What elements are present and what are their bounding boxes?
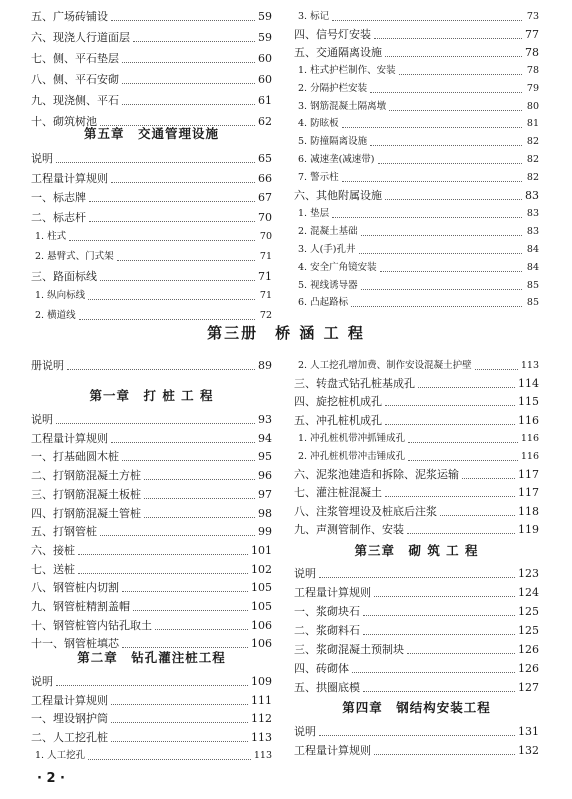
leader-dots (370, 83, 522, 93)
toc-entry-page: 82 (526, 172, 539, 183)
leader-dots (78, 545, 248, 555)
toc-entry (31, 94, 272, 108)
toc-entry (294, 505, 539, 519)
leader-dots (342, 172, 522, 182)
toc-entry-title: 三、打钢筋混凝土板桩 (31, 488, 141, 501)
leader-dots (380, 262, 522, 272)
toc-entry-page: 95 (258, 450, 272, 463)
toc-entry (31, 600, 272, 614)
toc-entry-title: 六、其他附属设施 (294, 189, 382, 202)
leader-dots (88, 750, 251, 760)
toc-entry (31, 694, 272, 708)
toc-entry-page: 105 (251, 600, 272, 613)
toc-entry-page: 131 (518, 725, 539, 738)
toc-entry-page: 61 (258, 94, 272, 107)
chapter4-title: 第四章 钢结构安装工程 (342, 700, 491, 715)
toc-entry (31, 152, 272, 166)
toc-entry-page: 67 (258, 191, 272, 204)
leader-dots (319, 568, 515, 578)
toc-entry-title: 十一、钢管桩填芯 (31, 637, 119, 650)
toc-entry-page: 132 (518, 744, 539, 757)
toc-entry (31, 581, 272, 595)
toc-entry-page: 93 (258, 413, 272, 426)
toc-entry-page: 113 (253, 750, 272, 761)
toc-entry-page: 71 (258, 270, 272, 283)
toc-entry (294, 744, 539, 758)
toc-entry-page: 83 (525, 189, 539, 202)
toc-entry (31, 250, 272, 264)
toc-entry-title: 工程量计算规则 (294, 586, 371, 599)
toc-entry (294, 207, 539, 221)
toc-entry (31, 413, 272, 427)
toc-entry-title: 四、砖砌体 (294, 662, 349, 675)
toc-entry-page: 116 (518, 414, 539, 427)
toc-entry-page: 65 (258, 152, 272, 165)
toc-entry (31, 749, 272, 763)
toc-entry (294, 662, 539, 676)
leader-dots (332, 208, 522, 218)
leader-dots (133, 601, 248, 611)
toc-entry-title: 四、旋挖桩机成孔 (294, 395, 382, 408)
leader-dots (79, 310, 255, 320)
leader-dots (374, 587, 515, 597)
leader-dots (69, 231, 255, 241)
leader-dots (89, 192, 255, 202)
leader-dots (111, 732, 248, 742)
leader-dots (122, 638, 248, 648)
chapter5-title: 第五章 交通管理设施 (83, 126, 219, 141)
toc-entry (31, 309, 272, 323)
leader-dots (117, 251, 255, 261)
toc-entry-page: 106 (251, 619, 272, 632)
toc-entry-title: 6. 减速垄(减速带) (298, 154, 375, 165)
toc-entry-page: 126 (518, 662, 539, 675)
leader-dots (56, 153, 255, 163)
toc-entry-title: 2. 混凝土基础 (298, 226, 358, 237)
toc-entry-title: 2. 冲孔桩机带冲击锤成孔 (298, 451, 406, 462)
toc-entry-page: 77 (525, 28, 539, 41)
leader-dots (407, 644, 515, 654)
toc-entry-title: 工程量计算规则 (31, 432, 108, 445)
toc-entry-title: 八、侧、平石安砌 (31, 73, 119, 86)
toc-entry (294, 643, 539, 657)
toc-entry-page: 125 (518, 624, 539, 637)
toc-entry-page: 79 (526, 83, 539, 94)
chapter1-title: 第一章 打 桩 工 程 (89, 388, 214, 403)
toc-entry (294, 624, 539, 638)
leader-dots (144, 470, 255, 480)
leader-dots (144, 508, 255, 518)
toc-entry-page: 84 (526, 262, 539, 273)
leader-dots (352, 663, 515, 673)
toc-entry-title: 八、钢管桩内切割 (31, 581, 119, 594)
leader-dots (144, 489, 255, 499)
toc-entry-page: 71 (259, 290, 272, 301)
toc-entry-title: 六、泥浆池建造和拆除、泥浆运输 (294, 468, 459, 481)
leader-dots (418, 378, 515, 388)
toc-entry-page: 98 (258, 507, 272, 520)
toc-entry-title: 2. 悬臂式、门式架 (35, 251, 114, 262)
toc-entry (294, 450, 539, 464)
toc-entry-page: 94 (258, 432, 272, 445)
toc-entry-title: 1. 垫层 (298, 208, 330, 219)
leader-dots (56, 676, 248, 686)
leader-dots (475, 360, 518, 370)
leader-dots (359, 244, 523, 254)
toc-entry-title: 册说明 (31, 359, 64, 372)
toc-entry (294, 414, 539, 428)
toc-entry-title: 五、交通隔离设施 (294, 46, 382, 59)
leader-dots (89, 212, 255, 222)
toc-entry-page: 106 (251, 637, 272, 650)
toc-entry-title: 说明 (31, 413, 53, 426)
toc-entry-page: 59 (258, 10, 272, 23)
toc-entry-title: 四、打钢筋混凝土管桩 (31, 507, 141, 520)
toc-entry-title: 七、侧、平石垫层 (31, 52, 119, 65)
leader-dots (363, 625, 515, 635)
toc-entry-page: 115 (518, 395, 539, 408)
toc-entry (294, 64, 539, 78)
leader-dots (385, 415, 515, 425)
toc-entry-title: 1. 人工挖孔 (35, 750, 86, 761)
toc-entry (294, 225, 539, 239)
toc-entry-title: 6. 凸起路标 (298, 297, 349, 308)
toc-entry (294, 432, 539, 446)
toc-entry-page: 96 (258, 469, 272, 482)
leader-dots (133, 32, 255, 42)
leader-dots (408, 451, 518, 461)
leader-dots (408, 433, 518, 443)
toc-entry-title: 五、拱圈底模 (294, 681, 360, 694)
leader-dots (111, 433, 255, 443)
toc-entry-page: 84 (526, 244, 539, 255)
toc-entry-page: 60 (258, 73, 272, 86)
toc-entry (31, 270, 272, 284)
toc-entry-page: 125 (518, 605, 539, 618)
toc-entry-page: 123 (518, 567, 539, 580)
page-number: · 2 · (37, 771, 65, 786)
toc-entry (31, 359, 272, 373)
leader-dots (378, 154, 523, 164)
toc-entry-title: 说明 (294, 725, 316, 738)
toc-entry-page: 109 (251, 675, 272, 688)
toc-entry (294, 10, 539, 24)
toc-entry (294, 586, 539, 600)
toc-entry (31, 52, 272, 66)
toc-entry (31, 191, 272, 205)
toc-entry-page: 97 (258, 488, 272, 501)
leader-dots (342, 118, 522, 128)
toc-entry (294, 377, 539, 391)
toc-entry-page: 83 (526, 226, 539, 237)
toc-entry (294, 135, 539, 149)
leader-dots (100, 271, 255, 281)
toc-entry (31, 619, 272, 633)
toc-entry-title: 说明 (294, 567, 316, 580)
toc-entry-page: 116 (520, 451, 539, 462)
leader-dots (407, 524, 515, 534)
leader-dots (111, 713, 248, 723)
toc-entry (294, 189, 539, 203)
toc-entry (294, 567, 539, 581)
toc-entry-title: 六、现浇人行道面层 (31, 31, 130, 44)
toc-entry-title: 三、转盘式钻孔桩基成孔 (294, 377, 415, 390)
toc-entry (31, 289, 272, 303)
toc-entry (294, 468, 539, 482)
toc-entry (294, 46, 539, 60)
leader-dots (122, 95, 255, 105)
toc-entry-title: 4. 安全广角镜安装 (298, 262, 377, 273)
chapter3-title: 第三章 砌 筑 工 程 (354, 543, 479, 558)
toc-entry-page: 102 (251, 563, 272, 576)
toc-entry-title: 7. 警示柱 (298, 172, 339, 183)
toc-entry (294, 100, 539, 114)
toc-entry-page: 116 (520, 433, 539, 444)
leader-dots (389, 101, 522, 111)
leader-dots (363, 682, 515, 692)
toc-entry-title: 六、接桩 (31, 544, 75, 557)
toc-entry-title: 3. 标记 (298, 11, 330, 22)
toc-entry-page: 105 (251, 581, 272, 594)
toc-entry-title: 二、打钢筋混凝土方桩 (31, 469, 141, 482)
toc-entry (31, 211, 272, 225)
leader-dots (122, 74, 255, 84)
toc-entry (294, 395, 539, 409)
toc-entry (294, 279, 539, 293)
toc-entry (31, 469, 272, 483)
toc-entry-title: 说明 (31, 675, 53, 688)
toc-entry-page: 119 (518, 523, 539, 536)
toc-entry-page: 81 (526, 118, 539, 129)
toc-entry-page: 70 (259, 231, 272, 242)
toc-entry-title: 一、浆砌块石 (294, 605, 360, 618)
leader-dots (56, 414, 255, 424)
toc-entry-page: 99 (258, 525, 272, 538)
leader-dots (385, 487, 515, 497)
leader-dots (319, 726, 515, 736)
leader-dots (122, 53, 255, 63)
toc-entry (31, 488, 272, 502)
leader-dots (88, 290, 255, 300)
toc-entry-title: 2. 人工挖孔增加费、制作安设混凝土护壁 (298, 360, 472, 371)
toc-entry-title: 2. 横道线 (35, 310, 76, 321)
toc-entry-page: 62 (258, 115, 272, 128)
toc-entry-page: 83 (526, 208, 539, 219)
leader-dots (332, 11, 522, 21)
toc-entry-page: 60 (258, 52, 272, 65)
toc-entry-title: 五、冲孔桩机成孔 (294, 414, 382, 427)
toc-entry-page: 85 (526, 280, 539, 291)
toc-entry-page: 59 (258, 31, 272, 44)
toc-entry-title: 一、埋设钢护筒 (31, 712, 108, 725)
toc-entry (294, 153, 539, 167)
chapter2-title: 第二章 钻孔灌注桩工程 (77, 650, 226, 665)
toc-entry-title: 3. 人(手)孔井 (298, 244, 356, 255)
toc-entry-title: 二、人工挖孔桩 (31, 731, 108, 744)
leader-dots (361, 226, 522, 236)
toc-entry-title: 九、钢管桩精割盖帽 (31, 600, 130, 613)
toc-entry-title: 五、打钢管桩 (31, 525, 97, 538)
toc-entry-page: 80 (526, 101, 539, 112)
toc-entry-title: 1. 柱式 (35, 231, 67, 242)
toc-entry (31, 675, 272, 689)
toc-entry-page: 78 (526, 65, 539, 76)
leader-dots (385, 190, 522, 200)
toc-entry-page: 70 (258, 211, 272, 224)
toc-entry-page: 89 (258, 359, 272, 372)
leader-dots (440, 506, 515, 516)
toc-entry-page: 82 (526, 136, 539, 147)
toc-entry-page: 111 (251, 694, 272, 707)
toc-entry (294, 296, 539, 310)
leader-dots (374, 29, 522, 39)
toc-entry-page: 78 (525, 46, 539, 59)
leader-dots (462, 469, 515, 479)
toc-entry-title: 5. 视线诱导器 (298, 280, 358, 291)
toc-entry (31, 31, 272, 45)
toc-entry (294, 359, 539, 373)
toc-entry (31, 507, 272, 521)
toc-entry (31, 73, 272, 87)
leader-dots (363, 606, 515, 616)
leader-dots (370, 136, 522, 146)
toc-entry-title: 十、砌筑树池 (31, 115, 97, 128)
toc-entry (31, 731, 272, 745)
leader-dots (361, 280, 522, 290)
toc-entry (294, 725, 539, 739)
toc-entry-title: 2. 分隔护栏安装 (298, 83, 368, 94)
toc-entry-page: 118 (518, 505, 539, 518)
toc-entry-title: 5. 防撞隔离设施 (298, 136, 368, 147)
toc-entry (31, 432, 272, 446)
toc-entry-page: 73 (526, 11, 539, 22)
toc-entry-title: 工程量计算规则 (31, 694, 108, 707)
toc-entry (294, 605, 539, 619)
leader-dots (385, 396, 515, 406)
toc-entry-page: 114 (518, 377, 539, 390)
leader-dots (67, 360, 255, 370)
toc-entry-title: 一、标志牌 (31, 191, 86, 204)
leader-dots (111, 11, 255, 21)
leader-dots (351, 297, 522, 307)
leader-dots (111, 695, 248, 705)
toc-entry-page: 72 (259, 310, 272, 321)
toc-entry-title: 五、广场砖铺设 (31, 10, 108, 23)
toc-entry-page: 71 (259, 251, 272, 262)
toc-entry-page: 66 (258, 172, 272, 185)
toc-entry (31, 10, 272, 24)
toc-entry-title: 一、打基础圆木桩 (31, 450, 119, 463)
toc-entry-page: 112 (251, 712, 272, 725)
toc-entry-page: 126 (518, 643, 539, 656)
toc-entry-page: 124 (518, 586, 539, 599)
toc-entry-title: 4. 防眩板 (298, 118, 339, 129)
toc-entry (294, 681, 539, 695)
toc-entry-page: 117 (518, 468, 539, 481)
toc-entry-title: 1. 柱式护栏制作、安装 (298, 65, 396, 76)
toc-entry-title: 1. 冲孔桩机带冲抓锤成孔 (298, 433, 406, 444)
leader-dots (399, 65, 522, 75)
leader-dots (78, 564, 248, 574)
leader-dots (122, 451, 255, 461)
toc-entry (294, 486, 539, 500)
toc-entry-title: 七、灌注桩混凝土 (294, 486, 382, 499)
toc-entry (31, 450, 272, 464)
toc-entry-title: 三、路面标线 (31, 270, 97, 283)
toc-entry (31, 525, 272, 539)
toc-entry-page: 113 (251, 731, 272, 744)
toc-entry (294, 28, 539, 42)
toc-entry-page: 85 (526, 297, 539, 308)
toc-entry-title: 说明 (31, 152, 53, 165)
toc-entry-title: 工程量计算规则 (31, 172, 108, 185)
toc-entry-title: 九、现浇侧、平石 (31, 94, 119, 107)
toc-entry (31, 712, 272, 726)
toc-entry-title: 八、注浆管埋设及桩底后注浆 (294, 505, 437, 518)
toc-entry (31, 172, 272, 186)
toc-entry-title: 七、送桩 (31, 563, 75, 576)
toc-entry (294, 243, 539, 257)
toc-entry (294, 82, 539, 96)
toc-entry (31, 230, 272, 244)
toc-entry-title: 3. 钢筋混凝土隔离墩 (298, 101, 387, 112)
toc-entry (294, 261, 539, 275)
toc-entry-title: 九、声测管制作、安装 (294, 523, 404, 536)
toc-entry-page: 101 (251, 544, 272, 557)
toc-entry (31, 544, 272, 558)
leader-dots (155, 620, 248, 630)
toc-entry-title: 工程量计算规则 (294, 744, 371, 757)
toc-entry (294, 171, 539, 185)
toc-entry-page: 113 (520, 360, 539, 371)
leader-dots (122, 582, 248, 592)
toc-entry-title: 十、钢管桩管内钻孔取土 (31, 619, 152, 632)
toc-entry-title: 二、标志杆 (31, 211, 86, 224)
volume-title: 第三册 桥 涵 工 程 (207, 324, 365, 342)
toc-entry (294, 117, 539, 131)
toc-entry-title: 四、信号灯安装 (294, 28, 371, 41)
leader-dots (111, 173, 255, 183)
leader-dots (100, 526, 255, 536)
toc-entry-title: 二、浆砌料石 (294, 624, 360, 637)
toc-entry-title: 1. 纵向标线 (35, 290, 86, 301)
toc-entry-title: 三、浆砌混凝土预制块 (294, 643, 404, 656)
toc-entry-page: 117 (518, 486, 539, 499)
toc-entry-page: 127 (518, 681, 539, 694)
leader-dots (385, 47, 522, 57)
toc-entry-page: 82 (526, 154, 539, 165)
leader-dots (374, 745, 515, 755)
toc-entry (294, 523, 539, 537)
toc-entry (31, 563, 272, 577)
